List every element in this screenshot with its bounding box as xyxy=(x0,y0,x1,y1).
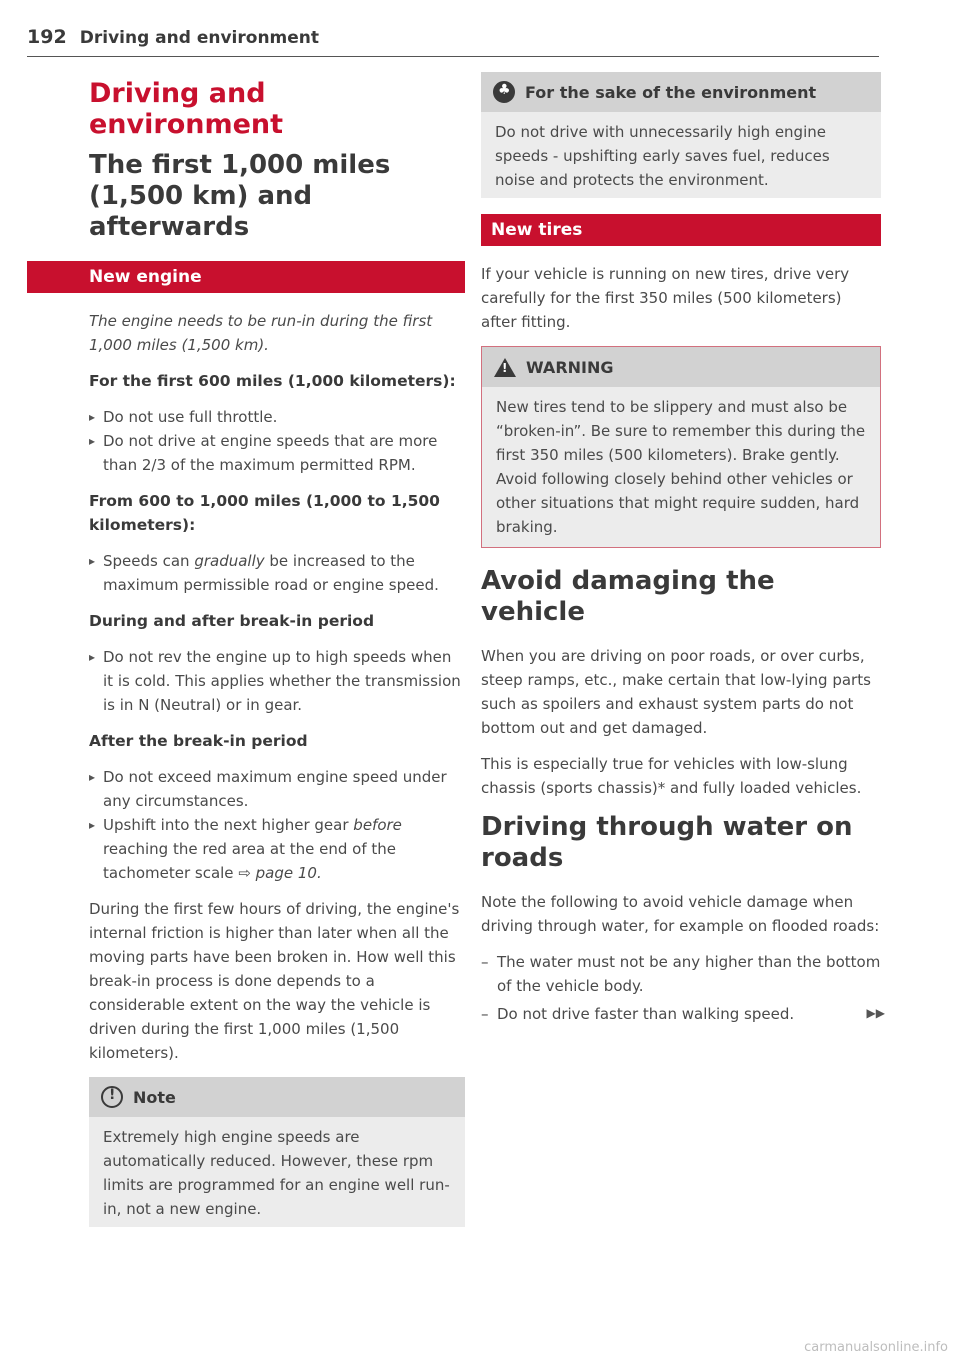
list-item: ▸ Upshift into the next higher gear before reaching the red area at the end of the tachometer scale ⇨ page 10. xyxy=(89,813,465,885)
environment-title: For the sake of the environment xyxy=(525,82,817,102)
page-number: 192 xyxy=(27,26,67,48)
environment-box xyxy=(481,72,881,198)
list-item: ▸ Do not exceed maximum engine speed under any circumstances. xyxy=(89,765,465,813)
during-heading: During and after break-in period xyxy=(89,612,375,630)
warning-text: New tires tend to be slippery and must also be “broken-in”. Be sure to remember this during the first 350 miles (500 kilometers). Brake gently. Avoid following closely behind other vehicles or other situations that might require sudden, hard braking. xyxy=(496,398,866,536)
list-item: ▸ Speeds can gradually be increased to the maximum permissible road or engine speed. xyxy=(89,549,465,597)
warning-icon xyxy=(494,358,516,377)
list-item: ▸ Do not drive at engine speeds that are more than 2/3 of the maximum permitted RPM. xyxy=(89,429,465,477)
warning-title: WARNING xyxy=(526,357,614,377)
left-body xyxy=(89,309,465,1227)
list-item: – The water must not be any higher than the bottom of the vehicle body. xyxy=(481,950,881,998)
intro-text: The engine needs to be run-in during the first 1,000 miles (1,500 km). xyxy=(89,312,433,354)
note-text: Extremely high engine speeds are automatically reduced. However, these rpm limits are programmed for an engine well run-in, not a new engine. xyxy=(103,1128,450,1218)
environment-text: Do not drive with unnecessarily high engine speeds - upshifting early saves fuel, reduces noise and protects the environment. xyxy=(495,123,830,189)
list-item: ▸ Do not use full throttle. xyxy=(89,405,465,429)
watermark: carmanualsonline.info xyxy=(804,1340,948,1355)
right-column xyxy=(481,72,885,1030)
chapter-title: Driving and environment xyxy=(89,78,284,140)
new-engine-bar: New engine xyxy=(27,261,465,293)
breakin-paragraph: During the first few hours of driving, the engine's internal friction is higher than later when all the moving parts have been broken in. How well this break-in process is done depends to a considerable extent on the way the vehicle is driven during the first 1,000 miles (1,500 kilometers). xyxy=(89,900,460,1062)
note-box xyxy=(89,1077,465,1227)
water-intro: Note the following to avoid vehicle damage when driving through water, for example on flooded roads: xyxy=(481,893,880,935)
water-title: Driving through water on roads xyxy=(481,812,853,873)
during-list xyxy=(89,645,465,717)
first600-list xyxy=(89,405,465,477)
section-title: The first 1,000 miles (1,500 km) and afterwards xyxy=(89,150,391,242)
running-title: Driving and environment xyxy=(79,28,320,48)
after-heading: After the break-in period xyxy=(89,732,308,750)
from600-list xyxy=(89,549,465,597)
note-icon xyxy=(101,1086,123,1108)
left-column xyxy=(27,72,465,1243)
list-item: – Do not drive faster than walking speed. xyxy=(481,1002,881,1026)
environment-icon xyxy=(493,81,515,103)
continue-arrow-icon: ▶▶ xyxy=(866,1006,885,1020)
note-title: Note xyxy=(133,1087,176,1107)
after-list xyxy=(89,765,465,885)
avoid-damage-p1: When you are driving on poor roads, or over curbs, steep ramps, etc., make certain that low-lying parts such as spoilers and exhaust system parts do not bottom out and get damaged. xyxy=(481,647,871,737)
tires-text: If your vehicle is running on new tires, drive very carefully for the first 350 miles (500 kilometers) after fitting. xyxy=(481,265,850,331)
list-item: ▸ Do not rev the engine up to high speeds when it is cold. This applies whether the transmission is in N (Neutral) or in gear. xyxy=(89,645,465,717)
first600-heading: For the first 600 miles (1,000 kilometers): xyxy=(89,372,456,390)
water-list xyxy=(481,950,881,1026)
warning-box xyxy=(481,346,881,548)
avoid-damage-title: Avoid damaging the vehicle xyxy=(481,566,775,627)
from600-heading: From 600 to 1,000 miles (1,000 to 1,500 kilometers): xyxy=(89,492,440,534)
avoid-damage-p2: This is especially true for vehicles with low-slung chassis (sports chassis)* and fully loaded vehicles. xyxy=(481,755,862,797)
new-tires-bar: New tires xyxy=(481,214,881,246)
page-reference-link[interactable]: ⇨ page 10. xyxy=(238,864,322,882)
page-header xyxy=(27,26,879,57)
